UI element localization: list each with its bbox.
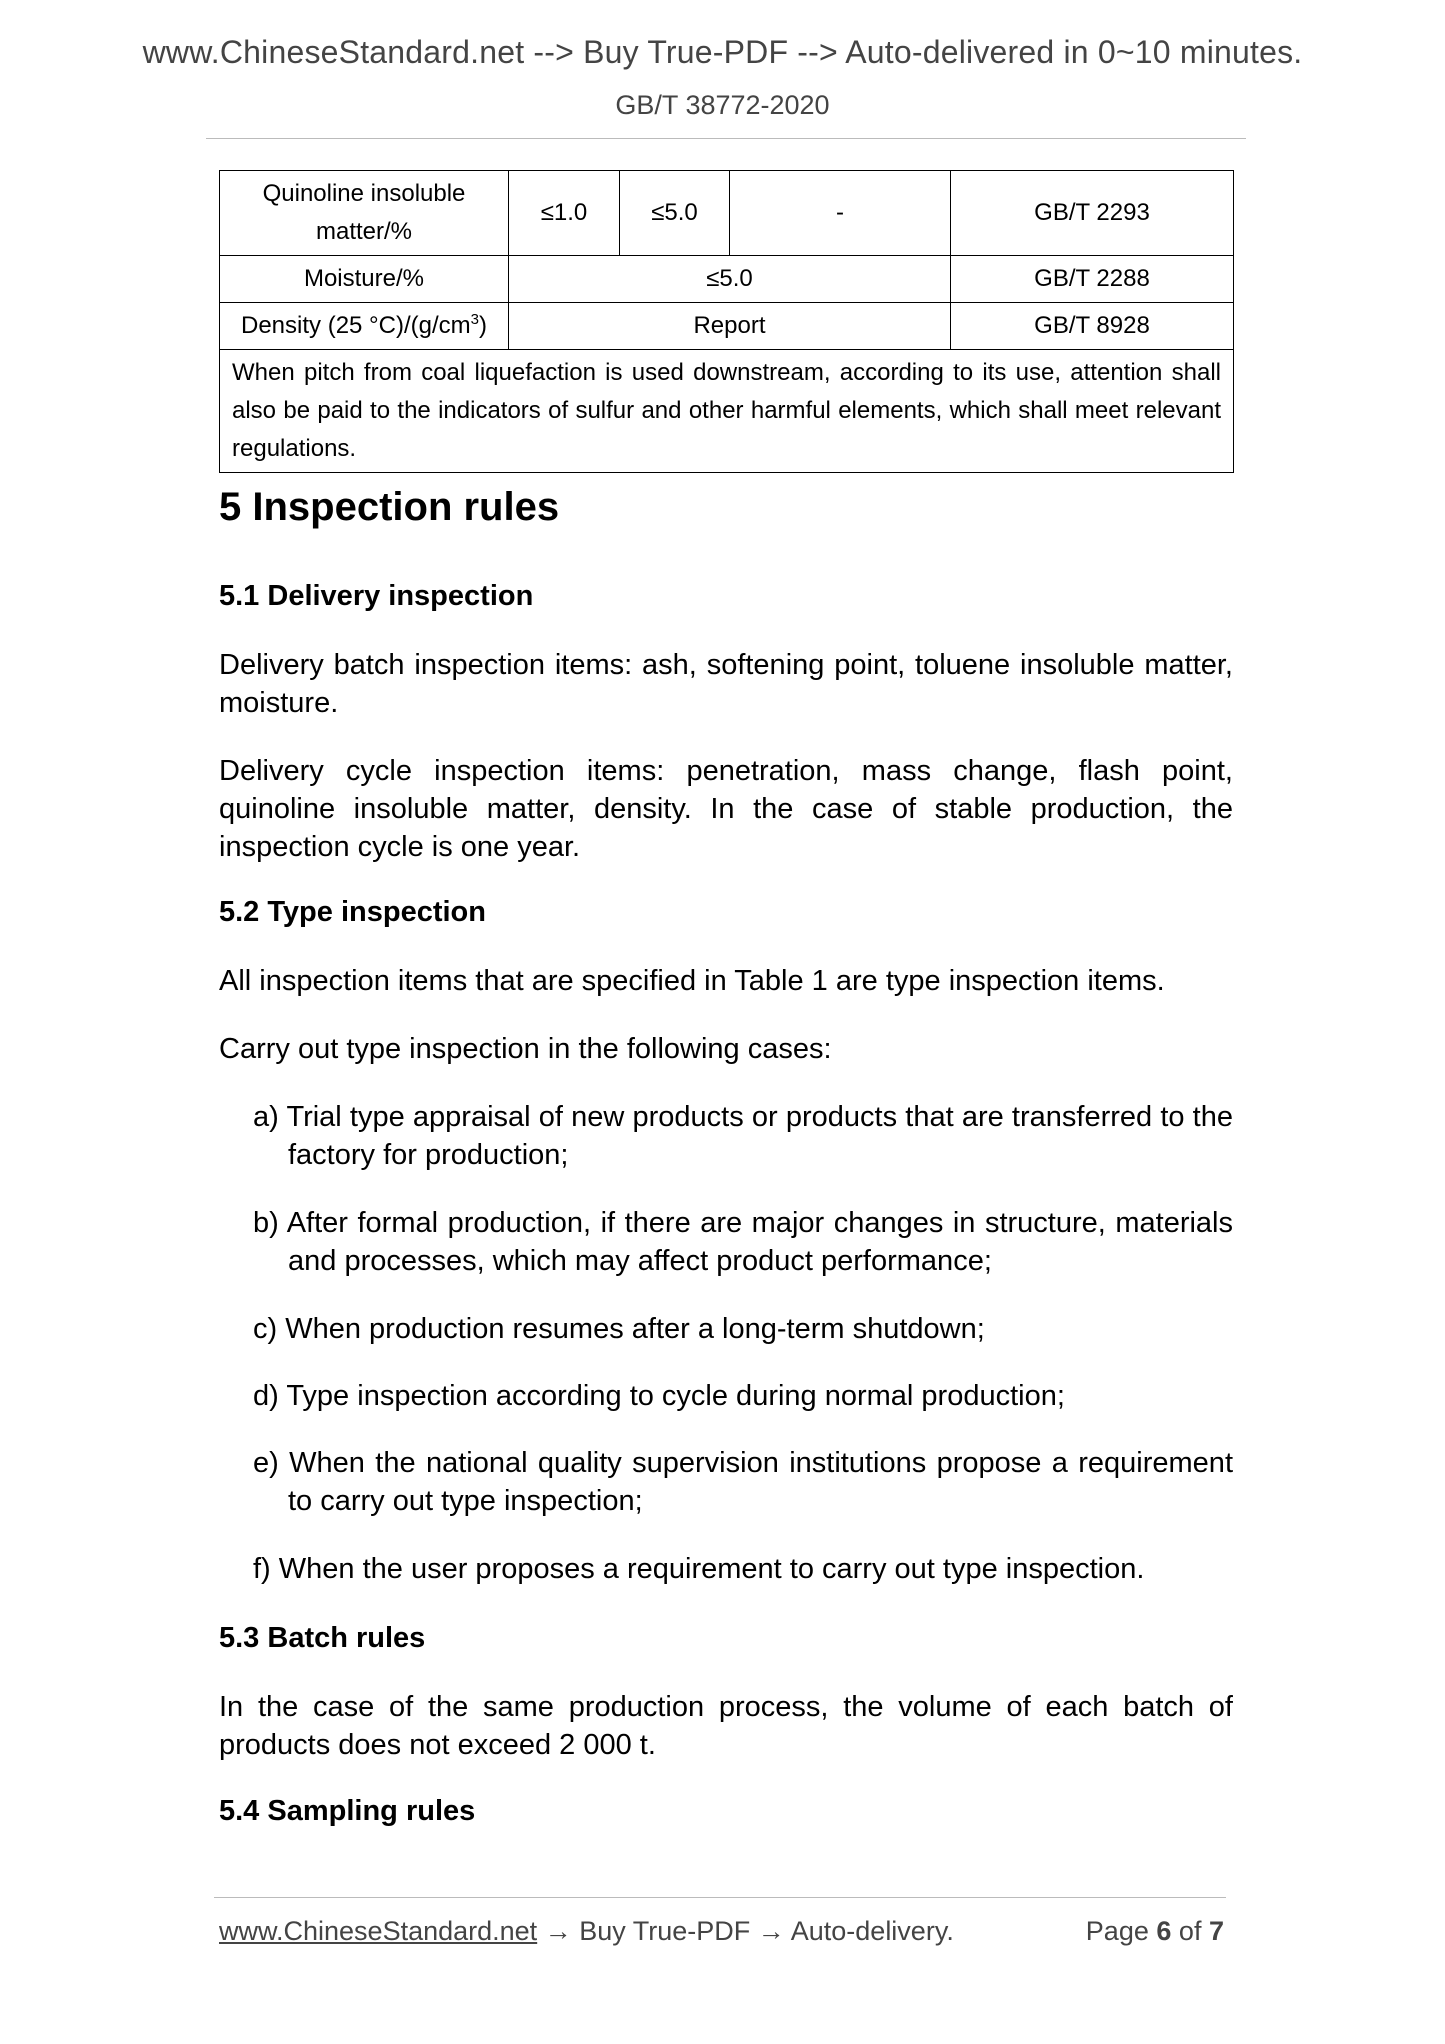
list-item: c) When production resumes after a long-term shutdown; xyxy=(253,1313,985,1345)
document-code: GB/T 38772-2020 xyxy=(615,90,830,120)
spec-table xyxy=(219,170,1234,473)
header-divider xyxy=(206,138,1246,139)
list-item: a) Trial type appraisal of new products or products that are transferred to the factory for production; xyxy=(253,1101,1233,1171)
page-indicator xyxy=(1086,1916,1224,1947)
paragraph: In the case of the same production process, the volume of each batch of products does not exceed 2 000 t. xyxy=(219,1691,1233,1761)
list-item: e) When the national quality supervision institutions propose a requirement to carry out type inspection; xyxy=(253,1447,1233,1517)
table-row xyxy=(220,350,1234,473)
subsection-title: 5.1 Delivery inspection xyxy=(219,580,534,612)
list-item: d) Type inspection according to cycle during normal production; xyxy=(253,1380,1065,1412)
superscript: 3 xyxy=(470,311,479,328)
footer xyxy=(219,1916,1224,1947)
page-label: Page xyxy=(1085,1916,1149,1946)
page-total: 7 xyxy=(1208,1916,1224,1946)
density-label-end: ) xyxy=(478,312,487,339)
footer-text: → Buy True-PDF → Auto-delivery. xyxy=(537,1916,954,1946)
section-title: 5 Inspection rules xyxy=(219,485,560,529)
table-cell: Report xyxy=(509,303,951,350)
table-cell: GB/T 8928 xyxy=(951,303,1234,350)
paragraph: Carry out type inspection in the following cases: xyxy=(219,1033,832,1065)
table-row xyxy=(220,256,1234,303)
table-cell: ≤5.0 xyxy=(509,256,951,303)
page-current: 6 xyxy=(1156,1916,1172,1946)
table-note: When pitch from coal liquefaction is used downstream, according to its use, attention shall also be paid to the indicators of sulfur and other harmful elements, which shall meet relevant regulations. xyxy=(220,350,1234,473)
table-row xyxy=(220,171,1234,256)
list-item: f) When the user proposes a requirement to carry out type inspection. xyxy=(253,1553,1145,1585)
paragraph: All inspection items that are specified in Table 1 are type inspection items. xyxy=(219,965,1165,997)
table-cell xyxy=(220,303,509,350)
paragraph: Delivery batch inspection items: ash, softening point, toluene insoluble matter, moisture. xyxy=(219,649,1233,719)
footer-link[interactable]: www.ChineseStandard.net xyxy=(219,1916,538,1946)
density-label: Density (25 °C)/(g/cm xyxy=(241,312,471,339)
subsection-title: 5.2 Type inspection xyxy=(219,896,486,928)
table-cell: - xyxy=(730,171,951,256)
table-cell: ≤5.0 xyxy=(620,171,730,256)
top-banner: www.ChineseStandard.net --> Buy True-PDF --> Auto-delivered in 0~10 minutes. xyxy=(142,34,1303,70)
list-item: b) After formal production, if there are major changes in structure, materials and processes, which may affect product performance; xyxy=(253,1207,1233,1277)
footer-divider xyxy=(214,1897,1226,1898)
subsection-title: 5.3 Batch rules xyxy=(219,1622,426,1654)
table-cell: GB/T 2288 xyxy=(951,256,1234,303)
table-cell: GB/T 2293 xyxy=(951,171,1234,256)
table-cell: Quinoline insoluble matter/% xyxy=(220,171,509,256)
table-cell: Moisture/% xyxy=(220,256,509,303)
table-cell: ≤1.0 xyxy=(509,171,620,256)
page-of: of xyxy=(1178,1916,1202,1946)
subsection-title: 5.4 Sampling rules xyxy=(219,1795,476,1827)
table-row xyxy=(220,303,1234,350)
paragraph: Delivery cycle inspection items: penetration, mass change, flash point, quinoline insoluble matter, density. In the case of stable production, the inspection cycle is one year. xyxy=(219,755,1233,863)
